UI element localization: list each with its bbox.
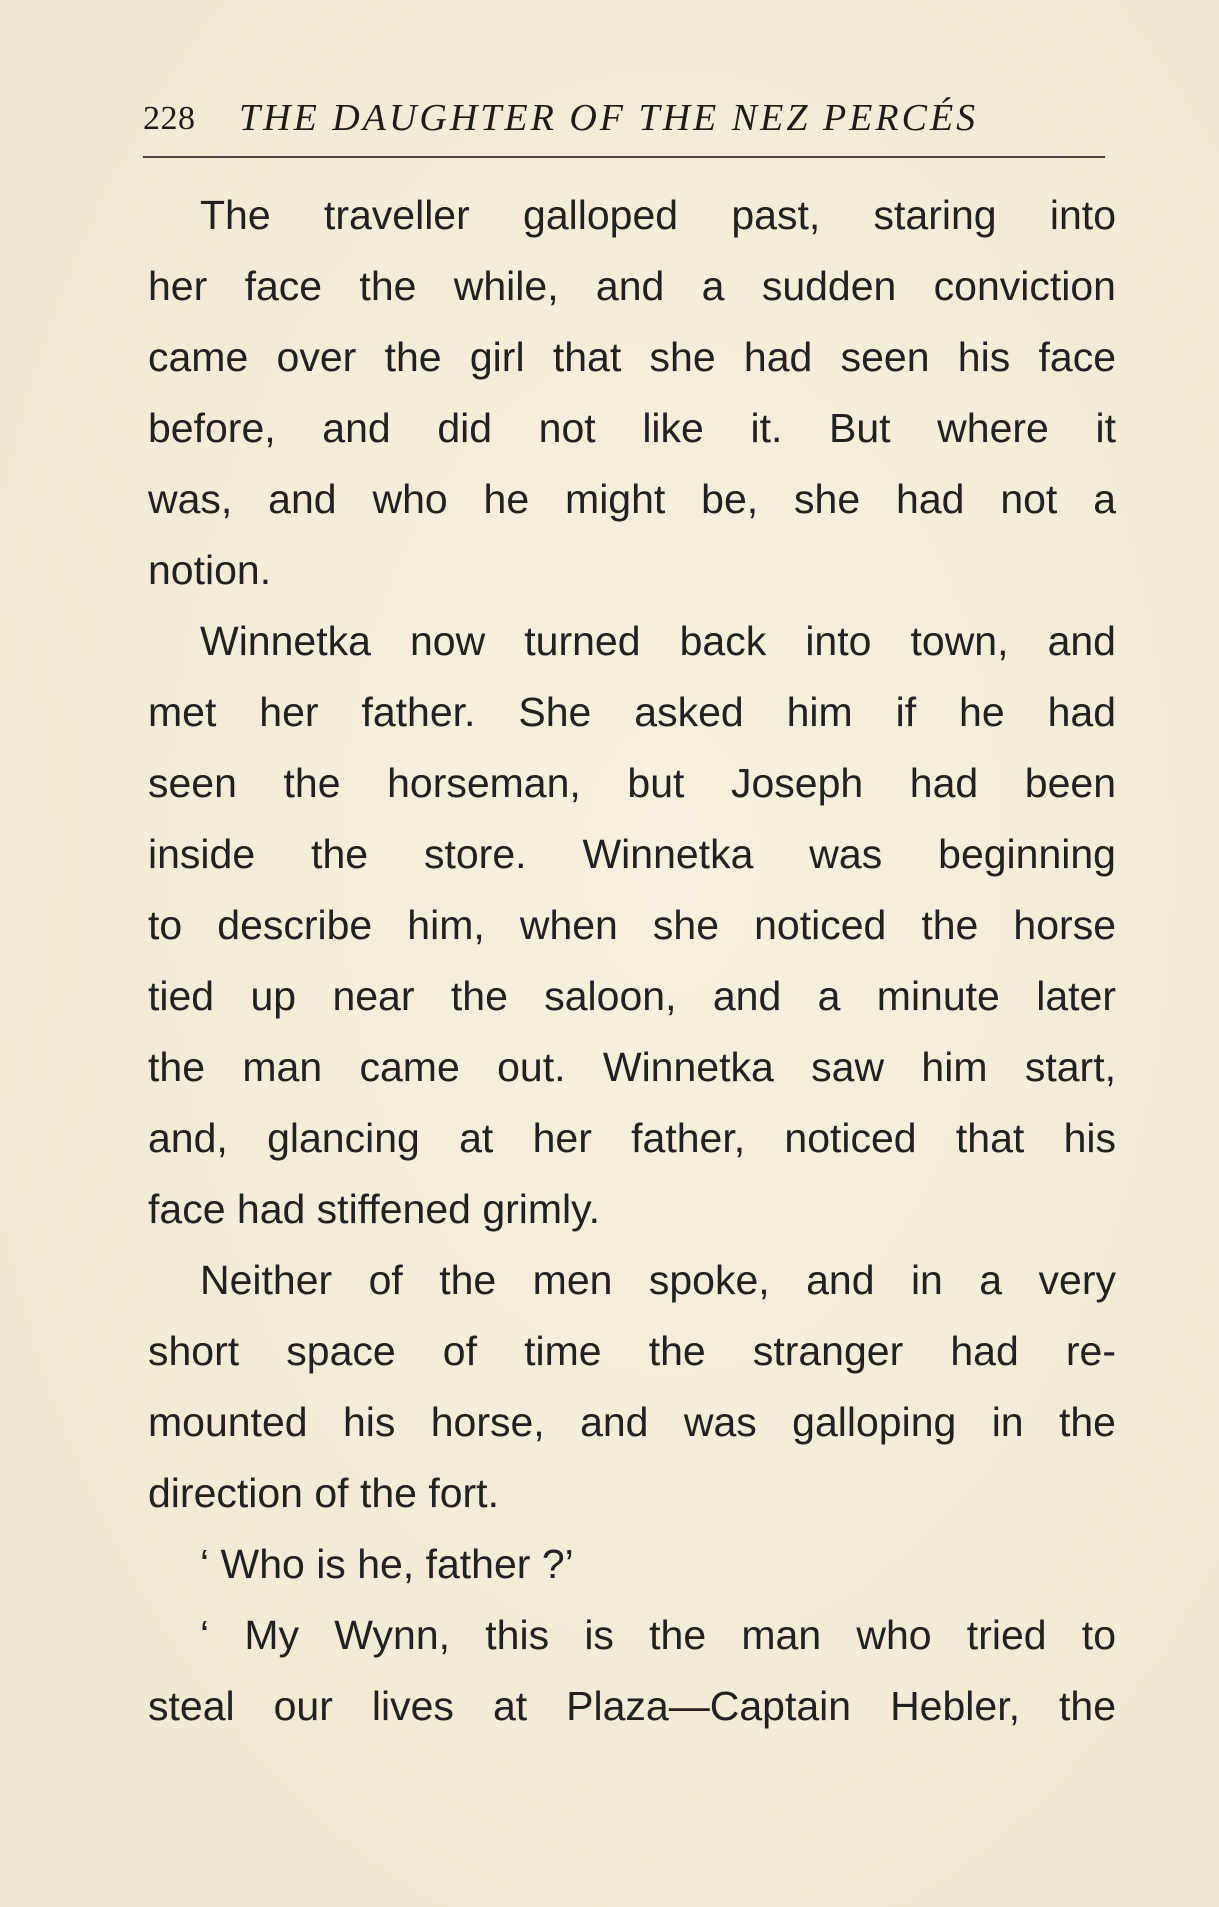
text-line: Neither of the men spoke, and in a very [200,1257,1116,1303]
running-head [143,96,1103,152]
text-line: mounted his horse, and was galloping in the [148,1399,1116,1445]
text-line: came over the girl that she had seen his face [148,334,1116,380]
text-line: tied up near the saloon, and a minute later [148,973,1116,1019]
text-line: Winnetka now turned back into town, and [200,618,1116,664]
text-line: ‘ My Wynn, this is the man who tried to [200,1612,1116,1658]
text-line: The traveller galloped past, staring into [200,192,1116,238]
header-rule [143,156,1105,158]
text-line: direction of the fort. [148,1470,499,1516]
text-line: face had stiffened grimly. [148,1186,601,1232]
text-line: her face the while, and a sudden conviction [148,263,1116,309]
text-line: seen the horseman, but Joseph had been [148,760,1116,806]
text-line: before, and did not like it. But where it [148,405,1116,451]
text-line: notion. [148,547,272,593]
text-line: to describe him, when she noticed the horse [148,902,1116,948]
text-line: short space of time the stranger had re- [148,1328,1116,1374]
text-line: met her father. She asked him if he had [148,689,1116,735]
text-line: was, and who he might be, she had not a [148,476,1116,522]
text-line: the man came out. Winnetka saw him start, [148,1044,1116,1090]
page-number: 228 [143,100,196,137]
text-line: ‘ Who is he, father ?’ [200,1541,574,1587]
text-line: steal our lives at Plaza—Captain Hebler, the [148,1683,1116,1729]
body-text [148,180,1116,1742]
running-title: THE DAUGHTER OF THE NEZ PERCÉS [239,97,979,139]
text-line: and, glancing at her father, noticed that his [148,1115,1116,1161]
text-line: inside the store. Winnetka was beginning [148,831,1116,877]
